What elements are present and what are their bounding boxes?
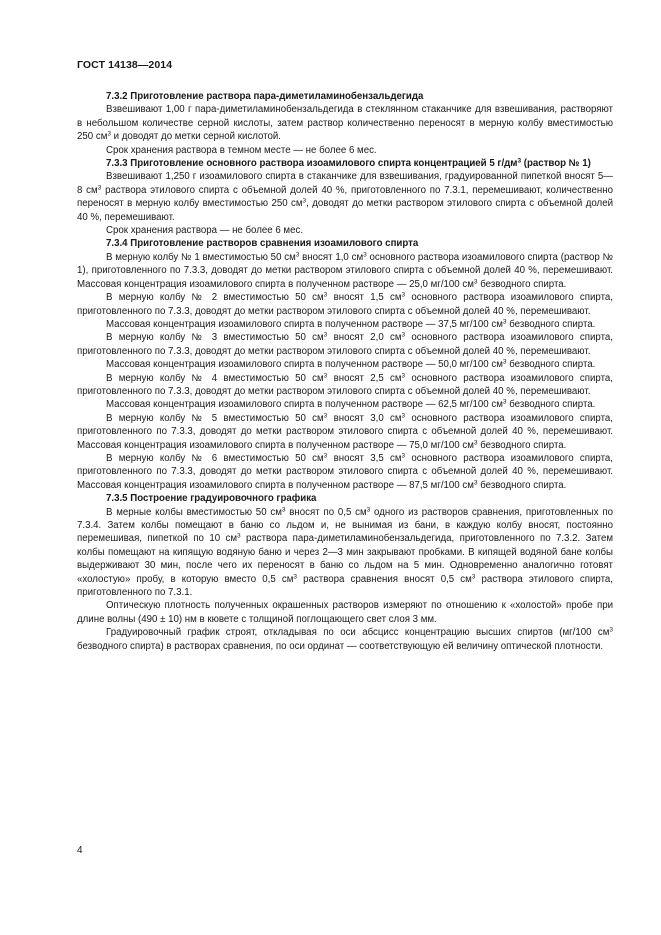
text-run: Срок хранения раствора — не более 6 мес. bbox=[106, 225, 304, 237]
paragraph bbox=[77, 372, 613, 399]
text-run: безводного спирта. bbox=[506, 399, 596, 411]
text-run: В мерную колбу № 5 вместимостью 50 см bbox=[106, 412, 324, 424]
document-body bbox=[77, 90, 613, 653]
text-run: вносят 3,5 см bbox=[327, 452, 402, 464]
superscript: 3 bbox=[517, 157, 522, 165]
paragraph bbox=[77, 331, 613, 358]
text-run: вносят 1,0 см bbox=[299, 251, 364, 263]
paragraph bbox=[77, 291, 613, 318]
superscript: 3 bbox=[401, 331, 406, 339]
superscript: 3 bbox=[401, 372, 406, 380]
superscript: 3 bbox=[473, 439, 478, 447]
text-run: вносят 2,0 см bbox=[327, 332, 402, 344]
section-heading bbox=[77, 157, 613, 170]
text-run: Срок хранения раствора в темном месте — не более 6 мес. bbox=[106, 144, 377, 156]
text-run: В мерные колбы вместимостью 50 см bbox=[106, 506, 282, 518]
text-run: раствора этилового спирта с объемной долей 40 %, приготовленного по 7.3.1, перемешивают, количественно переносят в мерную колбу вместимостью 250 см bbox=[77, 184, 613, 210]
text-run: Массовая концентрация изоамилового спирта в полученном растворе — 50,0 мг/100 см bbox=[106, 359, 503, 371]
text-run: безводного спирта. bbox=[506, 318, 596, 330]
superscript: 3 bbox=[323, 331, 328, 339]
text-run: безводного спирта. bbox=[477, 479, 567, 491]
text-run: В мерную колбу № 4 вместимостью 50 см bbox=[106, 372, 324, 384]
text-run: вносят по 0,5 см bbox=[285, 506, 367, 518]
superscript: 3 bbox=[323, 372, 328, 380]
text-run: вносят 1,5 см bbox=[327, 292, 402, 304]
text-run: Массовая концентрация изоамилового спирта в полученном растворе — 62,5 мг/100 см bbox=[106, 399, 503, 411]
section-heading bbox=[77, 90, 613, 103]
text-run: основного раствора изоамилового спирта, приготовленного по 7.3.3, доводят до метки раствором этилового спирта с объемной долей 40 %, перемешивают. Массовая концентрация изоамилового спирта в полученном растворе — 87,5 мг/100 см bbox=[77, 452, 613, 491]
superscript: 3 bbox=[366, 506, 371, 514]
text-run: безводного спирта. bbox=[477, 278, 567, 290]
text-run: В мерную колбу № 2 вместимостью 50 см bbox=[106, 292, 324, 304]
text-run: В мерную колбу № 3 вместимостью 50 см bbox=[106, 332, 324, 344]
paragraph bbox=[77, 506, 613, 600]
superscript: 3 bbox=[609, 626, 613, 634]
superscript: 3 bbox=[363, 251, 367, 259]
superscript: 3 bbox=[502, 358, 507, 366]
superscript: 3 bbox=[323, 291, 328, 299]
text-run: (раствор № 1) bbox=[521, 158, 591, 170]
document-header: ГОСТ 14138—2014 bbox=[77, 59, 173, 71]
text-run: , доводят до метки раствором этилового спирта с объемной долей 40 %, перемешивают. bbox=[77, 198, 613, 223]
superscript: 3 bbox=[502, 398, 507, 406]
superscript: 3 bbox=[473, 479, 478, 487]
superscript: 3 bbox=[401, 291, 406, 299]
text-run: 7.3.4 Приготовление растворов сравнения изоамилового спирта bbox=[106, 238, 419, 250]
paragraph bbox=[77, 358, 613, 371]
text-run: основного раствора изоамилового спирта, приготовленного по 7.3.3, доводят до метки раствором этилового спирта с объемной долей 40 %, перемешивают. bbox=[77, 372, 613, 397]
text-run: вносят 3,0 см bbox=[327, 412, 402, 424]
paragraph bbox=[77, 599, 613, 626]
text-run: 7.3.2 Приготовление раствора пара-диметиламинобензальдегида bbox=[106, 91, 424, 102]
text-run: основного раствора изоамилового спирта, приготовленного по 7.3.3, доводят до метки раствором этилового спирта с объемной долей 40 %, перемешивают. bbox=[77, 332, 613, 357]
paragraph bbox=[77, 170, 613, 224]
superscript: 3 bbox=[401, 452, 406, 460]
text-run: Массовая концентрация изоамилового спирта в полученном растворе — 37,5 мг/100 см bbox=[106, 318, 503, 330]
paragraph bbox=[77, 398, 613, 411]
section-heading bbox=[77, 492, 613, 505]
paragraph bbox=[77, 452, 613, 492]
paragraph bbox=[77, 412, 613, 452]
superscript: 3 bbox=[502, 318, 507, 326]
superscript: 3 bbox=[401, 412, 406, 420]
paragraph bbox=[77, 626, 613, 653]
superscript: 3 bbox=[281, 506, 286, 514]
superscript: 3 bbox=[323, 452, 328, 460]
text-run: основного раствора изоамилового спирта, приготовленного по 7.3.3, доводят до метки раствором этилового спирта с объемной долей 40 %, перемешивают. bbox=[77, 292, 613, 317]
superscript: 3 bbox=[295, 251, 300, 259]
text-run: Градуировочный график строят, откладывая по оси абсцисс концентрацию высших спиртов (мг/100 см bbox=[106, 627, 610, 639]
superscript: 3 bbox=[323, 412, 328, 420]
text-run: Оптическую плотность полученных окрашенных растворов измеряют по отношению к «холостой» пробе при длине волны (490 ± 10) нм в кювете с толщиной поглощающего свет слоя 3 мм. bbox=[77, 600, 613, 625]
text-run: вносят 2,5 см bbox=[327, 372, 402, 384]
superscript: 3 bbox=[473, 278, 478, 286]
text-run: безводного спирта) в растворах сравнения, по оси ординат — соответствующую ей величину оптической плотности. bbox=[77, 640, 604, 652]
text-run: В мерную колбу № 1 вместимостью 50 см bbox=[106, 251, 296, 263]
superscript: 3 bbox=[471, 573, 476, 581]
text-run: безводного спирта. bbox=[477, 439, 567, 451]
paragraph bbox=[77, 224, 613, 237]
paragraph bbox=[77, 251, 613, 291]
text-run: Взвешивают 1,00 г пара-диметиламинобензальдегида в стеклянном стаканчике для взвешивания, растворяют в небольшом количестве серной кислоты, затем раствор количественно переносят в мерную колбу вместимостью 250 см bbox=[77, 104, 613, 143]
section-heading bbox=[77, 237, 613, 250]
text-run: основного раствора изоамилового спирта, приготовленного по 7.3.3, доводят до метки раствором этилового спирта с объемной долей 40 %, перемешивают. Массовая концентрация изоамилового спирта в полученном растворе — 75,0 мг/100 см bbox=[77, 412, 613, 451]
superscript: 3 bbox=[237, 532, 241, 540]
text-run: 7.3.3 Приготовление основного раствора изоамилового спирта концентрацией 5 г/дм bbox=[106, 158, 518, 170]
text-run: безводного спирта. bbox=[506, 359, 596, 371]
text-run: Взвешивают 1,250 г изоамилового спирта в стаканчике для взвешивания, градуированной пипеткой вносят 5—8 см bbox=[77, 171, 613, 196]
paragraph bbox=[77, 144, 613, 157]
text-run: раствора сравнения вносят 0,5 см bbox=[297, 573, 472, 585]
text-run: В мерную колбу № 6 вместимостью 50 см bbox=[106, 452, 324, 464]
superscript: 3 bbox=[302, 197, 307, 205]
text-run: раствора этилового спирта, приготовленного по 7.3.1. bbox=[77, 573, 613, 599]
text-run: раствора пара-диметиламинобензальдегида, приготовленного по 7.3.2. Затем колбы помещают на кипящую водяную баню и через 2—3 мин закрывают пробками. В кипящей водяной бане колбы выдерживают 30 мин, после чего их переносят в баню со льдом на 5 мин. Одновременно аналогично готовят «холостую» пробу, в которую вместо 0,5 см bbox=[77, 533, 613, 585]
superscript: 3 bbox=[293, 573, 298, 581]
superscript: 3 bbox=[107, 130, 111, 138]
page-number: 4 bbox=[77, 845, 83, 856]
text-run: основного раствора изоамилового спирта (раствор № 1), приготовленного по 7.3.3, доводят до метки раствором этилового спирта с объемной долей 40 %, перемешивают. Массовая концентрация изоамилового спирта в полученном растворе — 25,0 мг/100 см bbox=[77, 251, 613, 290]
text-run: одного из растворов сравнения, приготовленных по 7.3.4. Затем колбы помещают в баню со льдом и, не вынимая из бани, в каждую колбу вносят, постоянно перемешивая, пипеткой по 10 см bbox=[77, 506, 613, 545]
superscript: 3 bbox=[97, 184, 102, 192]
text-run: 7.3.5 Построение градуировочного графика bbox=[106, 493, 317, 505]
text-run: и доводят до метки серной кислотой. bbox=[110, 131, 282, 143]
paragraph bbox=[77, 103, 613, 143]
paragraph bbox=[77, 318, 613, 331]
